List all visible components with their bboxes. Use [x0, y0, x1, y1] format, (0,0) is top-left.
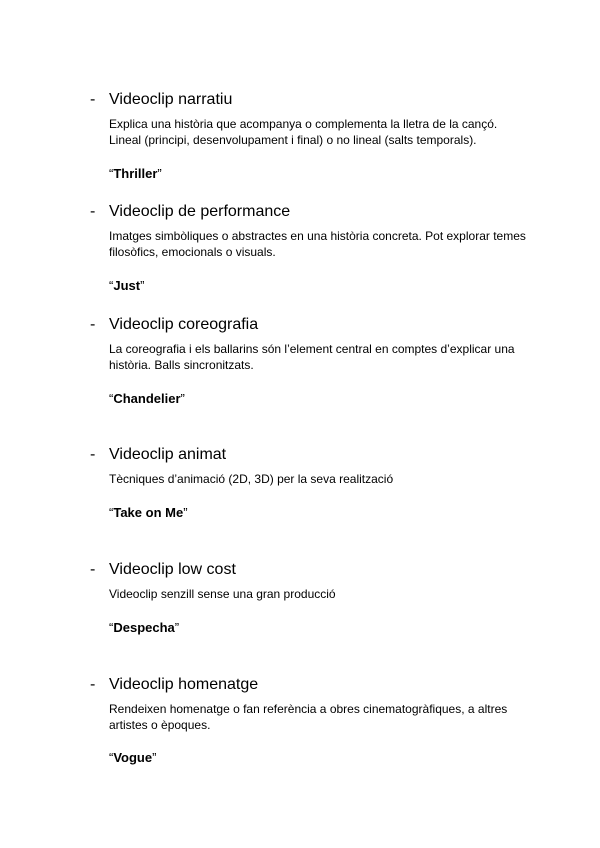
example-title: [109, 750, 156, 766]
quote-close: ”: [140, 278, 145, 293]
section-heading: Videoclip homenatge: [109, 676, 259, 693]
example-name: Take on Me: [113, 505, 184, 520]
quote-close: ”: [174, 620, 180, 635]
list-dash: -: [90, 561, 96, 578]
quote-open: “: [109, 505, 114, 520]
quote-open: “: [109, 278, 114, 293]
example-name: Just: [113, 278, 141, 293]
list-dash: -: [90, 316, 96, 333]
quote-close: ”: [180, 391, 185, 406]
section-description: Tècniques d’animació (2D, 3D) per la seva realització: [109, 472, 394, 486]
section-heading: Videoclip animat: [109, 446, 227, 463]
quote-open: “: [109, 391, 114, 406]
quote-open: “: [109, 620, 114, 635]
section-heading: Videoclip narratiu: [109, 91, 233, 108]
quote-close: ”: [152, 750, 157, 765]
example-title: [109, 278, 144, 294]
section-description: La coreografia i els ballarins són l’element central en comptes d’explicar una història. Balls sincronitzats.: [109, 342, 515, 372]
section-heading: Videoclip low cost: [109, 561, 236, 578]
example-name: Vogue: [113, 750, 153, 765]
section-description: Explica una història que acompanya o complementa la lletra de la cançó. Lineal (principi, desenvolupament i final) o no lineal (salts temporals).: [109, 117, 498, 147]
example-title: [109, 505, 188, 521]
quote-open: “: [109, 166, 114, 181]
section-description: Imatges simbòliques o abstractes en una història concreta. Pot explorar temes filosòfics, emocionals o visuals.: [109, 229, 526, 259]
section-heading: Videoclip coreografia: [109, 316, 259, 333]
section-description: Rendeixen homenatge o fan referència a obres cinematogràfiques, a altres artistes o èpoques.: [109, 702, 508, 732]
quote-close: ”: [157, 166, 162, 181]
quote-close: ”: [183, 505, 188, 520]
example-title: [109, 166, 162, 182]
section-description: Videoclip senzill sense una gran producció: [109, 587, 336, 601]
list-dash: -: [90, 91, 96, 108]
example-name: Thriller: [113, 166, 158, 181]
section-heading: Videoclip de performance: [109, 203, 291, 220]
example-name: Despecha: [113, 620, 175, 635]
example-title: [109, 620, 179, 636]
example-title: [109, 391, 185, 407]
list-dash: -: [90, 203, 96, 220]
list-dash: -: [90, 676, 96, 693]
quote-open: “: [109, 750, 114, 765]
example-name: Chandelier: [113, 391, 181, 406]
list-dash: -: [90, 446, 96, 463]
